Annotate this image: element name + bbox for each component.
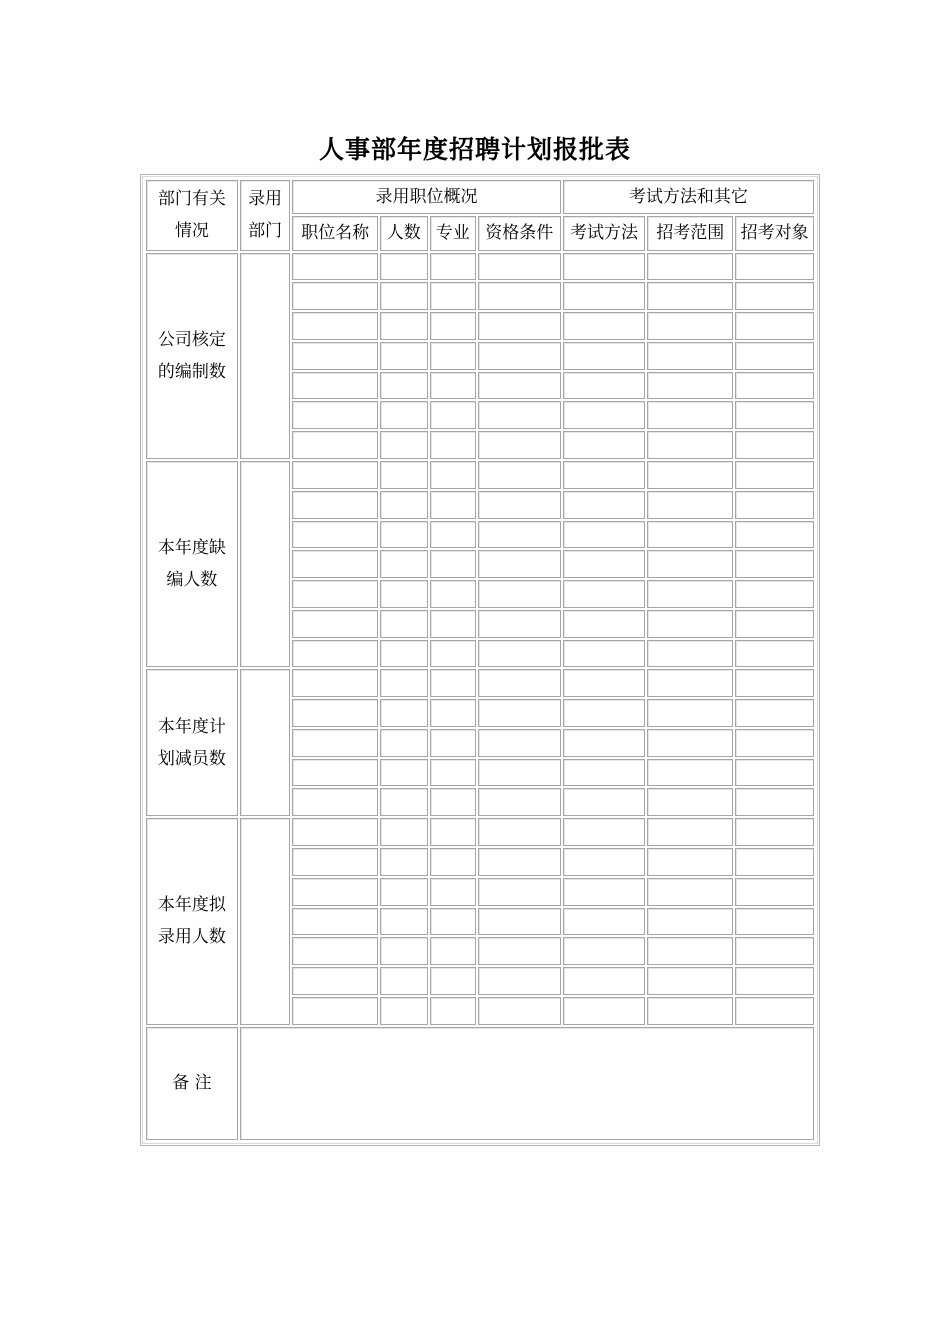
header-exam-target: 招考对象 xyxy=(735,216,814,250)
data-cell[interactable] xyxy=(430,521,476,549)
data-cell[interactable] xyxy=(647,282,733,310)
data-cell[interactable] xyxy=(430,878,476,906)
data-cell[interactable] xyxy=(563,967,646,995)
data-cell[interactable] xyxy=(430,550,476,578)
data-cell[interactable] xyxy=(292,908,378,936)
data-cell[interactable] xyxy=(478,342,561,370)
data-cell[interactable] xyxy=(478,848,561,876)
data-cell[interactable] xyxy=(647,699,733,727)
data-cell[interactable] xyxy=(735,550,814,578)
data-cell[interactable] xyxy=(380,908,427,936)
section-label: 本年度拟录用人数 xyxy=(146,818,238,1024)
data-cell[interactable] xyxy=(292,937,378,965)
data-cell[interactable] xyxy=(647,580,733,608)
data-cell[interactable] xyxy=(430,759,476,787)
data-cell[interactable] xyxy=(430,253,476,281)
data-cell[interactable] xyxy=(292,788,378,816)
data-cell[interactable] xyxy=(292,759,378,787)
data-cell[interactable] xyxy=(478,491,561,519)
data-cell[interactable] xyxy=(563,937,646,965)
data-cell[interactable] xyxy=(478,610,561,638)
data-cell[interactable] xyxy=(380,937,427,965)
data-cell[interactable] xyxy=(380,312,427,340)
data-cell[interactable] xyxy=(647,640,733,668)
data-cell[interactable] xyxy=(292,878,378,906)
data-cell[interactable] xyxy=(478,401,561,429)
data-cell[interactable] xyxy=(292,818,378,846)
data-cell[interactable] xyxy=(563,669,646,697)
data-cell[interactable] xyxy=(647,759,733,787)
data-cell[interactable] xyxy=(380,967,427,995)
data-cell[interactable] xyxy=(563,788,646,816)
data-cell[interactable] xyxy=(430,401,476,429)
data-cell[interactable] xyxy=(563,699,646,727)
recruitment-plan-table xyxy=(144,178,816,1142)
data-cell[interactable] xyxy=(478,729,561,757)
data-cell[interactable] xyxy=(563,848,646,876)
data-cell[interactable] xyxy=(430,610,476,638)
table-row xyxy=(146,669,814,697)
header-dept-info: 部门有关情况 xyxy=(146,180,238,251)
data-cell[interactable] xyxy=(292,253,378,281)
data-cell[interactable] xyxy=(735,967,814,995)
data-cell[interactable] xyxy=(563,461,646,489)
data-cell[interactable] xyxy=(647,550,733,578)
data-cell[interactable] xyxy=(735,640,814,668)
data-cell[interactable] xyxy=(563,610,646,638)
data-cell[interactable] xyxy=(563,908,646,936)
data-cell[interactable] xyxy=(478,550,561,578)
data-cell[interactable] xyxy=(380,282,427,310)
data-cell[interactable] xyxy=(430,997,476,1025)
data-cell[interactable] xyxy=(735,342,814,370)
data-cell[interactable] xyxy=(478,997,561,1025)
data-cell[interactable] xyxy=(647,729,733,757)
data-cell[interactable] xyxy=(735,759,814,787)
data-cell[interactable] xyxy=(292,312,378,340)
data-cell[interactable] xyxy=(292,640,378,668)
data-cell[interactable] xyxy=(380,997,427,1025)
data-cell[interactable] xyxy=(563,818,646,846)
data-cell[interactable] xyxy=(647,908,733,936)
data-cell[interactable] xyxy=(380,848,427,876)
data-cell[interactable] xyxy=(735,282,814,310)
data-cell[interactable] xyxy=(478,669,561,697)
data-cell[interactable] xyxy=(380,342,427,370)
data-cell[interactable] xyxy=(647,521,733,549)
header-exam-scope: 招考范围 xyxy=(647,216,733,250)
hiring-dept-cell[interactable] xyxy=(240,461,290,667)
data-cell[interactable] xyxy=(430,491,476,519)
data-cell[interactable] xyxy=(430,818,476,846)
data-cell[interactable] xyxy=(292,491,378,519)
section-label: 本年度缺编人数 xyxy=(146,461,238,667)
data-cell[interactable] xyxy=(430,461,476,489)
data-cell[interactable] xyxy=(563,431,646,459)
data-cell[interactable] xyxy=(380,491,427,519)
data-cell[interactable] xyxy=(563,878,646,906)
data-cell[interactable] xyxy=(735,937,814,965)
data-cell[interactable] xyxy=(478,937,561,965)
data-cell[interactable] xyxy=(563,580,646,608)
data-cell[interactable] xyxy=(380,401,427,429)
data-cell[interactable] xyxy=(735,788,814,816)
data-cell[interactable] xyxy=(478,461,561,489)
data-cell[interactable] xyxy=(292,848,378,876)
data-cell[interactable] xyxy=(478,818,561,846)
table-row xyxy=(146,253,814,281)
data-cell[interactable] xyxy=(478,967,561,995)
data-cell[interactable] xyxy=(380,431,427,459)
data-cell[interactable] xyxy=(430,431,476,459)
data-cell[interactable] xyxy=(430,282,476,310)
data-cell[interactable] xyxy=(380,521,427,549)
data-cell[interactable] xyxy=(478,312,561,340)
data-cell[interactable] xyxy=(735,580,814,608)
data-cell[interactable] xyxy=(647,253,733,281)
data-cell[interactable] xyxy=(430,312,476,340)
data-cell[interactable] xyxy=(647,610,733,638)
header-position-overview: 录用职位概况 xyxy=(292,180,560,214)
page-title: 人事部年度招聘计划报批表 xyxy=(318,135,631,164)
data-cell[interactable] xyxy=(430,729,476,757)
hiring-dept-cell[interactable] xyxy=(240,669,290,816)
data-cell[interactable] xyxy=(735,818,814,846)
data-cell[interactable] xyxy=(478,640,561,668)
data-cell[interactable] xyxy=(292,282,378,310)
data-cell[interactable] xyxy=(647,818,733,846)
table-row xyxy=(146,461,814,489)
data-cell[interactable] xyxy=(380,788,427,816)
data-cell[interactable] xyxy=(735,848,814,876)
section-label: 公司核定的编制数 xyxy=(146,253,238,459)
data-cell[interactable] xyxy=(430,699,476,727)
data-cell[interactable] xyxy=(478,521,561,549)
data-cell[interactable] xyxy=(430,788,476,816)
data-cell[interactable] xyxy=(563,282,646,310)
data-cell[interactable] xyxy=(647,788,733,816)
data-cell[interactable] xyxy=(380,372,427,400)
header-exam-method: 考试方法 xyxy=(563,216,646,250)
data-cell[interactable] xyxy=(647,669,733,697)
data-cell[interactable] xyxy=(380,550,427,578)
data-cell[interactable] xyxy=(735,908,814,936)
data-cell[interactable] xyxy=(563,521,646,549)
header-headcount: 人数 xyxy=(380,216,427,250)
data-cell[interactable] xyxy=(380,253,427,281)
data-cell[interactable] xyxy=(478,699,561,727)
remarks-label: 备 注 xyxy=(146,1027,238,1140)
data-cell[interactable] xyxy=(647,431,733,459)
data-cell[interactable] xyxy=(430,908,476,936)
data-cell[interactable] xyxy=(430,640,476,668)
header-hiring-dept: 录用部门 xyxy=(240,180,290,251)
data-cell[interactable] xyxy=(735,610,814,638)
data-cell[interactable] xyxy=(563,401,646,429)
remarks-row xyxy=(146,1027,814,1140)
table-row xyxy=(146,818,814,846)
data-cell[interactable] xyxy=(735,521,814,549)
data-cell[interactable] xyxy=(478,580,561,608)
data-cell[interactable] xyxy=(380,669,427,697)
data-cell[interactable] xyxy=(735,461,814,489)
data-cell[interactable] xyxy=(292,372,378,400)
data-cell[interactable] xyxy=(563,491,646,519)
header-exam-other: 考试方法和其它 xyxy=(563,180,814,214)
data-cell[interactable] xyxy=(380,759,427,787)
data-cell[interactable] xyxy=(735,729,814,757)
data-cell[interactable] xyxy=(563,550,646,578)
data-cell[interactable] xyxy=(647,848,733,876)
data-cell[interactable] xyxy=(430,669,476,697)
data-cell[interactable] xyxy=(735,491,814,519)
data-cell[interactable] xyxy=(563,372,646,400)
data-cell[interactable] xyxy=(292,342,378,370)
data-cell[interactable] xyxy=(735,401,814,429)
data-cell[interactable] xyxy=(292,580,378,608)
data-cell[interactable] xyxy=(430,580,476,608)
data-cell[interactable] xyxy=(292,729,378,757)
data-cell[interactable] xyxy=(380,878,427,906)
data-cell[interactable] xyxy=(647,967,733,995)
data-cell[interactable] xyxy=(380,640,427,668)
data-cell[interactable] xyxy=(292,997,378,1025)
data-cell[interactable] xyxy=(292,669,378,697)
data-cell[interactable] xyxy=(647,461,733,489)
data-cell[interactable] xyxy=(563,342,646,370)
header-position-name: 职位名称 xyxy=(292,216,378,250)
header-qualifications: 资格条件 xyxy=(478,216,561,250)
data-cell[interactable] xyxy=(735,372,814,400)
section-label: 本年度计划减员数 xyxy=(146,669,238,816)
data-cell[interactable] xyxy=(380,818,427,846)
data-cell[interactable] xyxy=(735,997,814,1025)
data-cell[interactable] xyxy=(647,937,733,965)
data-cell[interactable] xyxy=(478,372,561,400)
data-cell[interactable] xyxy=(430,937,476,965)
data-cell[interactable] xyxy=(292,550,378,578)
data-cell[interactable] xyxy=(647,997,733,1025)
data-cell[interactable] xyxy=(563,759,646,787)
data-cell[interactable] xyxy=(380,610,427,638)
data-cell[interactable] xyxy=(647,401,733,429)
data-cell[interactable] xyxy=(478,878,561,906)
data-cell[interactable] xyxy=(563,253,646,281)
data-cell[interactable] xyxy=(735,878,814,906)
data-cell[interactable] xyxy=(478,759,561,787)
data-cell[interactable] xyxy=(735,431,814,459)
data-cell[interactable] xyxy=(563,729,646,757)
data-cell[interactable] xyxy=(292,521,378,549)
data-cell[interactable] xyxy=(292,699,378,727)
data-cell[interactable] xyxy=(292,610,378,638)
data-cell[interactable] xyxy=(735,669,814,697)
data-cell[interactable] xyxy=(430,342,476,370)
data-cell[interactable] xyxy=(478,253,561,281)
data-cell[interactable] xyxy=(735,312,814,340)
data-cell[interactable] xyxy=(478,282,561,310)
data-cell[interactable] xyxy=(735,699,814,727)
data-cell[interactable] xyxy=(647,491,733,519)
data-cell[interactable] xyxy=(380,729,427,757)
data-cell[interactable] xyxy=(292,401,378,429)
data-cell[interactable] xyxy=(647,312,733,340)
remarks-cell[interactable] xyxy=(240,1027,814,1140)
data-cell[interactable] xyxy=(430,967,476,995)
header-major: 专业 xyxy=(430,216,476,250)
data-cell[interactable] xyxy=(478,908,561,936)
data-cell[interactable] xyxy=(380,699,427,727)
data-cell[interactable] xyxy=(478,431,561,459)
data-cell[interactable] xyxy=(430,372,476,400)
data-cell[interactable] xyxy=(292,461,378,489)
data-cell[interactable] xyxy=(478,788,561,816)
hiring-dept-cell[interactable] xyxy=(240,253,290,459)
data-cell[interactable] xyxy=(292,967,378,995)
data-cell[interactable] xyxy=(380,461,427,489)
hiring-dept-cell[interactable] xyxy=(240,818,290,1024)
data-cell[interactable] xyxy=(563,312,646,340)
data-cell[interactable] xyxy=(380,580,427,608)
data-cell[interactable] xyxy=(563,997,646,1025)
data-cell[interactable] xyxy=(735,253,814,281)
data-cell[interactable] xyxy=(647,342,733,370)
data-cell[interactable] xyxy=(647,878,733,906)
data-cell[interactable] xyxy=(563,640,646,668)
data-cell[interactable] xyxy=(430,848,476,876)
data-cell[interactable] xyxy=(292,431,378,459)
data-cell[interactable] xyxy=(647,372,733,400)
